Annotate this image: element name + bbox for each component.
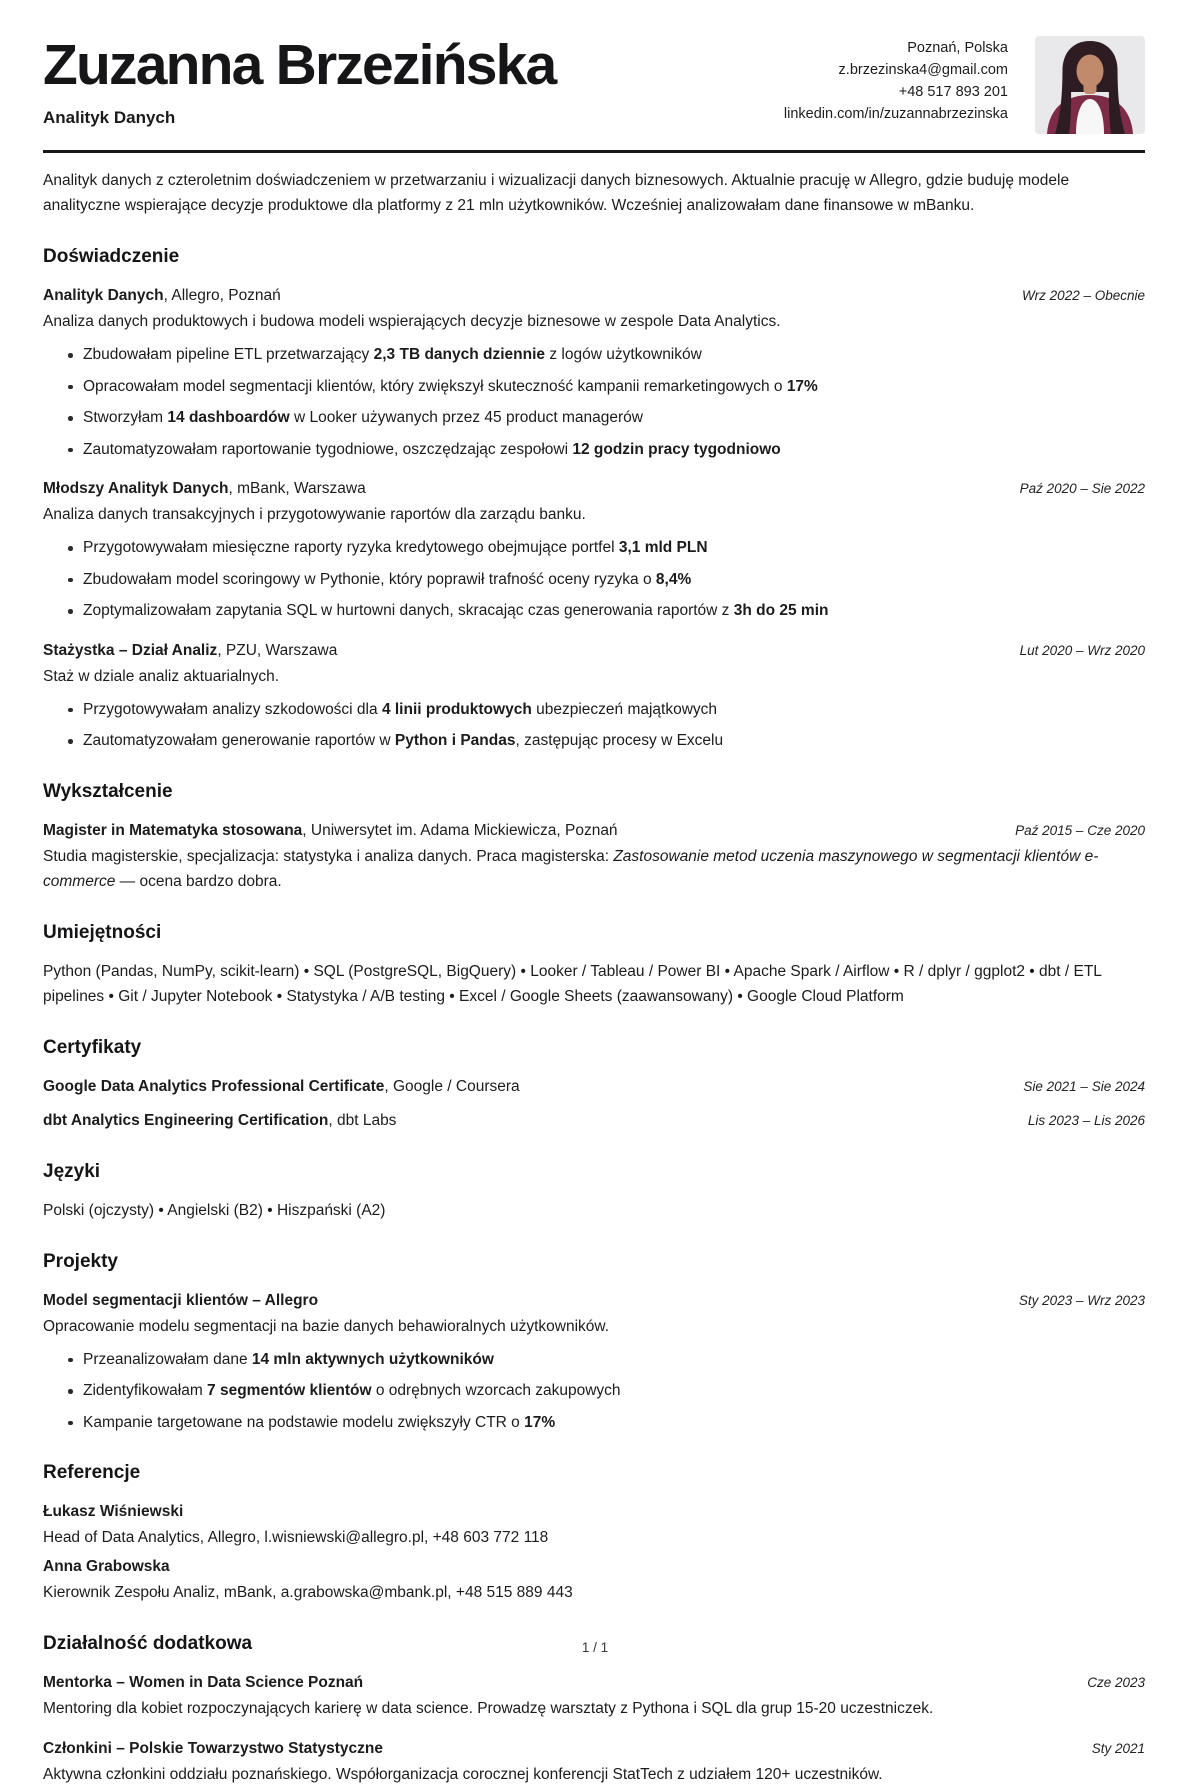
entry-head xyxy=(43,476,1145,501)
bullet-item xyxy=(83,343,1145,367)
text-run: Studia magisterskie, specjalizacja: statystyka i analiza danych. Praca magisterska: xyxy=(43,847,614,865)
entry-description xyxy=(43,844,1145,894)
profile-photo xyxy=(1035,36,1145,134)
text-run: w Looker używanych przez 45 product managerów xyxy=(289,409,643,426)
section-heading-languages: Języki xyxy=(43,1160,101,1182)
person-name: Zuzanna Brzezińska xyxy=(43,33,556,97)
entry-head xyxy=(43,1736,1145,1761)
text-run: Python (Pandas, NumPy, scikit-learn) • SQL (PostgreSQL, BigQuery) • Looker / Tableau / Power BI • Apache Spark / Airflow • R / dplyr / ggplot2 • dbt / ETL pipelines • Git / Jupyter Notebook • Statystyka / A/B testing • Excel / Google Sheets (zaawansowany) • Google Cloud Platform xyxy=(43,962,1102,1005)
entry-date: Paź 2015 – Cze 2020 xyxy=(1015,822,1145,838)
bullet-list xyxy=(43,343,1145,461)
entry-date: Sie 2021 – Sie 2024 xyxy=(1023,1078,1145,1094)
text-run: Zautomatyzowałam generowanie raportów w xyxy=(83,732,395,749)
text-run: Przygotowywałam analizy szkodowości dla xyxy=(83,700,382,718)
text-run: z logów użytkowników xyxy=(545,346,702,363)
entry-title xyxy=(43,476,366,501)
section-certificates xyxy=(43,1037,1145,1133)
section-languages xyxy=(43,1161,1145,1223)
entry-title xyxy=(43,1288,318,1313)
entry-description xyxy=(43,1198,1145,1223)
bullet-item xyxy=(83,1379,1145,1403)
entry-date: Sty 2023 – Wrz 2023 xyxy=(1018,1292,1145,1308)
section-heading-education: Wykształcenie xyxy=(43,780,173,802)
bullet-item xyxy=(83,375,1145,399)
contact-block xyxy=(784,37,1008,125)
text-run: 12 godzin pracy tygodniowo xyxy=(572,440,781,458)
entry xyxy=(43,1198,1145,1223)
text-run: Aktywna członkini oddziału poznańskiego. Współorganizacja corocznej konferencji StatTech z udziałem 120+ uczestników. xyxy=(43,1766,883,1783)
entry-description xyxy=(43,1580,1145,1605)
text-run: Staż w dziale analiz aktuarialnych. xyxy=(43,667,280,685)
text-run: 4 linii produktowych xyxy=(381,700,532,718)
entry-date: Sty 2021 xyxy=(1091,1741,1145,1756)
text-run: Opracowanie modelu segmentacji na bazie danych behawioralnych użytkowników. xyxy=(43,1317,610,1335)
text-run: ubezpieczeń majątkowych xyxy=(531,700,718,718)
entry xyxy=(43,1108,1145,1133)
resume-header xyxy=(43,33,1145,134)
entry-description xyxy=(43,959,1145,1009)
entry-title xyxy=(43,1736,383,1761)
entry-date: Paź 2020 – Sie 2022 xyxy=(1019,481,1145,496)
entry-title-text: Stażystka – Dział Analiz xyxy=(43,641,218,659)
entry-description xyxy=(43,1314,1145,1339)
entry xyxy=(43,1074,1145,1099)
header-identity xyxy=(43,33,784,128)
entry-title-text: Członkini – Polskie Towarzystwo Statystyczne xyxy=(43,1740,383,1757)
contact-email[interactable]: z.brzezinska4@gmail.com xyxy=(838,62,1008,78)
text-run: 3h do 25 min xyxy=(733,602,829,619)
entry-head xyxy=(43,1074,1145,1099)
section-activities xyxy=(43,1633,1145,1787)
text-run: Analiza danych produktowych i budowa modeli wspierających decyzje biznesowe w zespole Data Analytics. xyxy=(43,313,781,330)
section-education xyxy=(43,781,1145,894)
entry-title-text: Anna Grabowska xyxy=(43,1558,170,1575)
entry-description xyxy=(43,309,1145,334)
section-heading-experience: Doświadczenie xyxy=(43,246,180,267)
contact-phone: +48 517 893 201 xyxy=(898,84,1008,100)
entry-title-suffix: , Uniwersytet im. Adama Mickiewicza, Poznań xyxy=(302,821,618,839)
bullet-list xyxy=(43,536,1145,623)
entry-head xyxy=(43,1288,1145,1313)
bullet-item xyxy=(83,698,1145,722)
entry-title-text: Model segmentacji klientów – Allegro xyxy=(43,1291,319,1309)
entry-title xyxy=(43,638,337,663)
text-run: o odrębnych wzorcach zakupowych xyxy=(371,1382,621,1399)
text-run: Zoptymalizowałam zapytania SQL w hurtowni danych, skracając czas generowania raportów z xyxy=(83,602,734,619)
text-run: 17% xyxy=(786,377,818,395)
text-run: 17% xyxy=(524,1413,556,1431)
text-run: 3,1 mld PLN xyxy=(618,539,708,556)
page-indicator: 1 / 1 xyxy=(581,1640,609,1655)
entry-date: Wrz 2022 – Obecnie xyxy=(1021,288,1145,303)
contact-linkedin[interactable]: linkedin.com/in/zuzannabrzezinska xyxy=(783,106,1008,122)
text-run: Zautomatyzowałam raportowanie tygodniowe, oszczędzając zespołowi xyxy=(83,440,573,458)
section-heading-certificates: Certyfikaty xyxy=(43,1036,142,1058)
entry-title-text: Magister in Matematyka stosowana xyxy=(43,821,303,839)
bullet-item xyxy=(83,599,1145,623)
bullet-list xyxy=(43,1348,1145,1435)
entry-head xyxy=(43,283,1145,308)
text-run: 14 mln aktywnych użytkowników xyxy=(251,1350,494,1368)
text-run: 7 segmentów klientów xyxy=(207,1382,372,1399)
entry-title-suffix: , dbt Labs xyxy=(328,1111,397,1129)
entry-title xyxy=(43,1074,520,1099)
text-run: — ocena bardzo dobra. xyxy=(115,872,282,890)
bullet-list xyxy=(43,698,1145,753)
entry-date: Lis 2023 – Lis 2026 xyxy=(1027,1112,1145,1128)
entry-description xyxy=(43,1762,1145,1787)
section-heading-activities: Działalność dodatkowa xyxy=(43,1633,253,1654)
bullet-item xyxy=(83,1411,1145,1435)
text-run: Polski (ojczysty) • Angielski (B2) • Hiszpański (A2) xyxy=(43,1201,386,1219)
text-run: 2,3 TB danych dziennie xyxy=(373,346,546,363)
entry-title-text: Młodszy Analityk Danych xyxy=(43,480,229,497)
entry xyxy=(43,959,1145,1009)
entry-head xyxy=(43,1108,1145,1133)
entry-title-text: Analityk Danych xyxy=(43,287,164,304)
person-job-title: Analityk Danych xyxy=(43,108,176,128)
section-references xyxy=(43,1462,1145,1605)
text-run: Przygotowywałam miesięczne raporty ryzyka kredytowego obejmujące portfel xyxy=(83,539,619,556)
section-heading-references: Referencje xyxy=(43,1462,141,1483)
entry-title-suffix: , PZU, Warszawa xyxy=(217,641,338,659)
entry-head xyxy=(43,1499,1145,1524)
text-run: Analiza danych transakcyjnych i przygotowywanie raportów dla zarządu banku. xyxy=(43,506,586,523)
bullet-item xyxy=(83,729,1145,753)
bullet-item xyxy=(83,1348,1145,1372)
text-run: Zbudowałam pipeline ETL przetwarzający xyxy=(83,346,374,363)
text-run: Zidentyfikowałam xyxy=(83,1382,208,1399)
entry xyxy=(43,1554,1145,1605)
summary-paragraph: Analityk danych z czteroletnim doświadczeniem w przetwarzaniu i wizualizacji danych biznesowych. Aktualnie pracuję w Allegro, gdzie buduję modele analityczne wspierające decyzje produktowe dla platformy z 21 mln użytkowników. Wcześniej analizowałam dane finansowe w mBanku. xyxy=(43,172,1070,214)
entry-head xyxy=(43,818,1145,843)
entry xyxy=(43,638,1145,753)
resume-body xyxy=(43,246,1145,1787)
entry-title xyxy=(43,1108,396,1133)
text-run: Kampanie targetowane na podstawie modelu zwiększyły CTR o xyxy=(83,1413,525,1431)
entry-title xyxy=(43,1499,183,1524)
entry-head xyxy=(43,638,1145,663)
contact-location: Poznań, Polska xyxy=(907,40,1008,56)
text-run: Python i Pandas xyxy=(394,732,516,749)
entry-description xyxy=(43,664,1145,689)
entry xyxy=(43,1499,1145,1550)
section-heading-projects: Projekty xyxy=(43,1250,118,1272)
entry xyxy=(43,818,1145,894)
entry xyxy=(43,476,1145,623)
entry-title-text: Mentorka – Women in Data Science Poznań xyxy=(43,1674,364,1691)
entry-title-suffix: , Allegro, Poznań xyxy=(163,287,281,304)
text-run: Kierownik Zespołu Analiz, mBank, a.grabowska@mbank.pl, +48 515 889 443 xyxy=(43,1584,573,1601)
header-divider xyxy=(43,150,1145,153)
text-run: Stworzyłam xyxy=(83,409,168,426)
entry-title-text: Google Data Analytics Professional Certificate xyxy=(43,1077,385,1095)
text-run: , zastępując procesy w Excelu xyxy=(515,732,724,749)
bullet-item xyxy=(83,568,1145,592)
entry-head xyxy=(43,1554,1145,1579)
entry-description xyxy=(43,1525,1145,1550)
entry xyxy=(43,1736,1145,1787)
entry-description xyxy=(43,1696,1145,1721)
entry-date: Lut 2020 – Wrz 2020 xyxy=(1019,642,1145,658)
section-heading-skills: Umiejętności xyxy=(43,921,162,943)
entry xyxy=(43,1670,1145,1721)
entry-title-suffix: , Google / Coursera xyxy=(384,1077,520,1095)
text-run: Head of Data Analytics, Allegro, l.wisniewski@allegro.pl, +48 603 772 118 xyxy=(43,1529,549,1546)
entry-title xyxy=(43,283,281,308)
entry-description xyxy=(43,502,1145,527)
text-run: 14 dashboardów xyxy=(167,409,290,426)
entry-title-text: Łukasz Wiśniewski xyxy=(43,1503,184,1520)
entry xyxy=(43,283,1145,461)
entry-title-text: dbt Analytics Engineering Certification xyxy=(43,1111,329,1129)
text-run: Opracowałam model segmentacji klientów, który zwiększył skuteczność kampanii remarketingowych o xyxy=(83,377,787,395)
entry-date: Cze 2023 xyxy=(1087,1675,1145,1690)
text-run: Zbudowałam model scoringowy w Pythonie, który poprawił trafność oceny ryzyka o xyxy=(83,570,656,588)
text-run: Przeanalizowałam dane xyxy=(83,1350,252,1368)
entry-title-suffix: , mBank, Warszawa xyxy=(228,480,366,497)
entry-title xyxy=(43,1554,170,1579)
text-run: 8,4% xyxy=(655,570,692,588)
text-run: Zastosowanie metod uczenia maszynowego w segmentacji klientów e-commerce xyxy=(43,847,1099,890)
bullet-item xyxy=(83,438,1145,462)
entry-title xyxy=(43,818,618,843)
section-skills xyxy=(43,922,1145,1009)
bullet-item xyxy=(83,536,1145,560)
section-projects xyxy=(43,1251,1145,1435)
entry xyxy=(43,1288,1145,1435)
section-experience xyxy=(43,246,1145,753)
bullet-item xyxy=(83,406,1145,430)
text-run: Mentoring dla kobiet rozpoczynających karierę w data science. Prowadzę warsztaty z Pythona i SQL dla grup 15-20 uczestniczek. xyxy=(43,1700,934,1717)
